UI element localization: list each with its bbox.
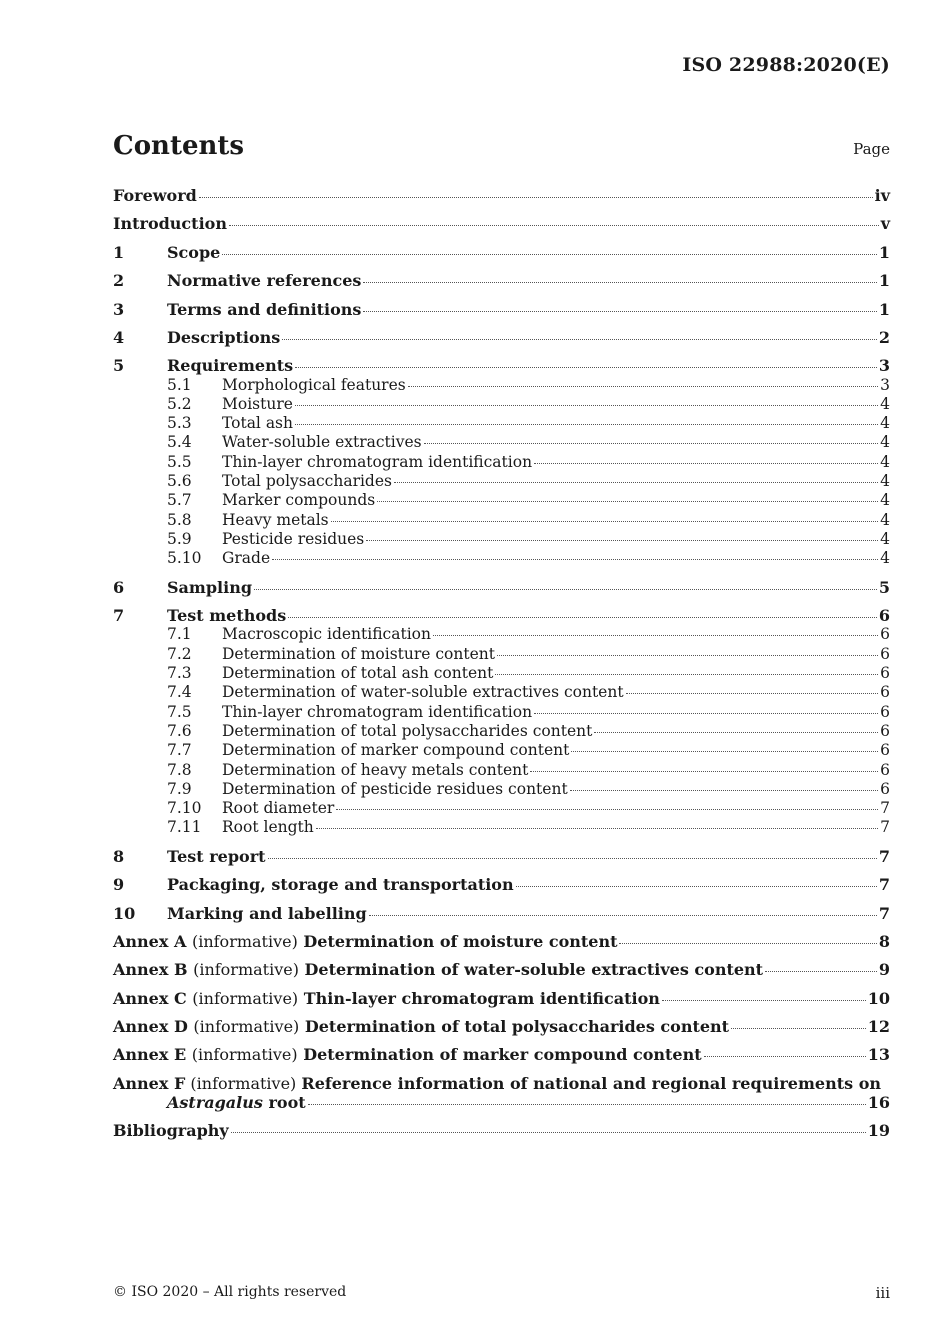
toc-entry-annex-f-line1[interactable]: Annex F (informative) Reference information of national and regional requirements on: [113, 1074, 881, 1093]
toc-entry-4[interactable]: 4 Descriptions 2: [113, 328, 890, 347]
dot-leader: [316, 828, 878, 829]
toc-entry-8[interactable]: 8 Test report 7: [113, 847, 890, 866]
dot-leader: [704, 1056, 866, 1057]
dot-leader: [594, 732, 878, 733]
dot-leader: [231, 1132, 866, 1133]
dot-leader: [516, 886, 877, 887]
toc-entry-annex-a[interactable]: Annex A (informative) Determination of moisture content 8: [113, 932, 890, 951]
dot-leader: [331, 521, 879, 522]
toc-entry-9[interactable]: 9 Packaging, storage and transportation 7: [113, 875, 890, 894]
toc-entry-annex-b[interactable]: Annex B (informative) Determination of water-soluble extractives content 9: [113, 960, 890, 979]
toc-entry-foreword[interactable]: Foreword iv: [113, 186, 890, 205]
toc-entry-1[interactable]: 1 Scope 1: [113, 243, 890, 262]
toc-entry-10[interactable]: 10 Marking and labelling 7: [113, 904, 890, 923]
toc-entry-7-11[interactable]: 7.11 Root length 7: [167, 818, 890, 836]
toc-entry-7-1[interactable]: 7.1 Macroscopic identification 6: [167, 625, 890, 643]
dot-leader: [662, 1000, 866, 1001]
toc-entry-5-1[interactable]: 5.1 Morphological features 3: [167, 376, 890, 394]
dot-leader: [495, 674, 878, 675]
toc-entry-7[interactable]: 7 Test methods 6: [113, 606, 890, 625]
toc-entry-7-2[interactable]: 7.2 Determination of moisture content 6: [167, 645, 890, 663]
dot-leader: [497, 655, 878, 656]
dot-leader: [408, 386, 878, 387]
dot-leader: [366, 540, 878, 541]
dot-leader: [619, 943, 876, 944]
toc-entry-5-6[interactable]: 5.6 Total polysaccharides 4: [167, 472, 890, 490]
dot-leader: [229, 225, 879, 226]
dot-leader: [336, 809, 878, 810]
copyright-notice: © ISO 2020 – All rights reserved: [113, 1284, 347, 1300]
toc-entry-6[interactable]: 6 Sampling 5: [113, 578, 890, 597]
toc-entry-5-2[interactable]: 5.2 Moisture 4: [167, 395, 890, 413]
dot-leader: [295, 367, 877, 368]
toc-entry-annex-d[interactable]: Annex D (informative) Determination of total polysaccharides content 12: [113, 1017, 890, 1036]
dot-leader: [534, 463, 878, 464]
toc-entry-5-4[interactable]: 5.4 Water-soluble extractives 4: [167, 433, 890, 451]
dot-leader: [288, 617, 877, 618]
dot-leader: [295, 424, 878, 425]
toc-entry-5-5[interactable]: 5.5 Thin-layer chromatogram identification 4: [167, 453, 890, 471]
dot-leader: [295, 405, 878, 406]
toc-entry-5-9[interactable]: 5.9 Pesticide residues 4: [167, 530, 890, 548]
dot-leader: [254, 589, 877, 590]
toc-entry-annex-f-line2[interactable]: Astragalus root 16: [167, 1093, 890, 1112]
dot-leader: [626, 693, 879, 694]
dot-leader: [363, 311, 876, 312]
toc-entry-7-10[interactable]: 7.10 Root diameter 7: [167, 799, 890, 817]
toc-entry-7-7[interactable]: 7.7 Determination of marker compound content 6: [167, 741, 890, 759]
toc-entry-5-8[interactable]: 5.8 Heavy metals 4: [167, 511, 890, 529]
page-footer: [113, 1284, 890, 1302]
document-id: ISO 22988:2020(E): [682, 54, 890, 76]
toc-entry-7-8[interactable]: 7.8 Determination of heavy metals content 6: [167, 761, 890, 779]
dot-leader: [222, 254, 877, 255]
dot-leader: [571, 751, 878, 752]
toc-entry-7-5[interactable]: 7.5 Thin-layer chromatogram identification 6: [167, 703, 890, 721]
dot-leader: [369, 915, 877, 916]
dot-leader: [394, 482, 878, 483]
toc-entry-7-3[interactable]: 7.3 Determination of total ash content 6: [167, 664, 890, 682]
dot-leader: [308, 1104, 866, 1105]
toc-entry-3[interactable]: 3 Terms and definitions 1: [113, 300, 890, 319]
toc-entry-annex-c[interactable]: Annex C (informative) Thin-layer chromatogram identification 10: [113, 989, 890, 1008]
page-column-label: Page: [853, 140, 890, 158]
dot-leader: [268, 858, 877, 859]
toc-entry-introduction[interactable]: Introduction v: [113, 214, 890, 233]
toc-entry-7-9[interactable]: 7.9 Determination of pesticide residues content 6: [167, 780, 890, 798]
toc-entry-bibliography[interactable]: Bibliography 19: [113, 1121, 890, 1140]
toc-entry-7-6[interactable]: 7.6 Determination of total polysaccharides content 6: [167, 722, 890, 740]
dot-leader: [534, 713, 878, 714]
toc-entry-2[interactable]: 2 Normative references 1: [113, 271, 890, 290]
dot-leader: [363, 282, 876, 283]
dot-leader: [530, 771, 878, 772]
toc-entry-5-7[interactable]: 5.7 Marker compounds 4: [167, 491, 890, 509]
dot-leader: [731, 1028, 866, 1029]
dot-leader: [282, 339, 877, 340]
page-number: iii: [875, 1284, 890, 1302]
title-row: [113, 131, 890, 161]
dot-leader: [433, 635, 878, 636]
dot-leader: [199, 197, 873, 198]
toc-entry-5[interactable]: 5 Requirements 3: [113, 356, 890, 375]
dot-leader: [377, 501, 878, 502]
dot-leader: [765, 971, 877, 972]
dot-leader: [272, 559, 878, 560]
toc-entry-5-3[interactable]: 5.3 Total ash 4: [167, 414, 890, 432]
page-title: Contents: [113, 131, 245, 161]
toc-entry-annex-e[interactable]: Annex E (informative) Determination of marker compound content 13: [113, 1045, 890, 1064]
toc-entry-7-4[interactable]: 7.4 Determination of water-soluble extractives content 6: [167, 683, 890, 701]
toc-entry-5-10[interactable]: 5.10 Grade 4: [167, 549, 890, 567]
dot-leader: [570, 790, 878, 791]
dot-leader: [424, 443, 879, 444]
